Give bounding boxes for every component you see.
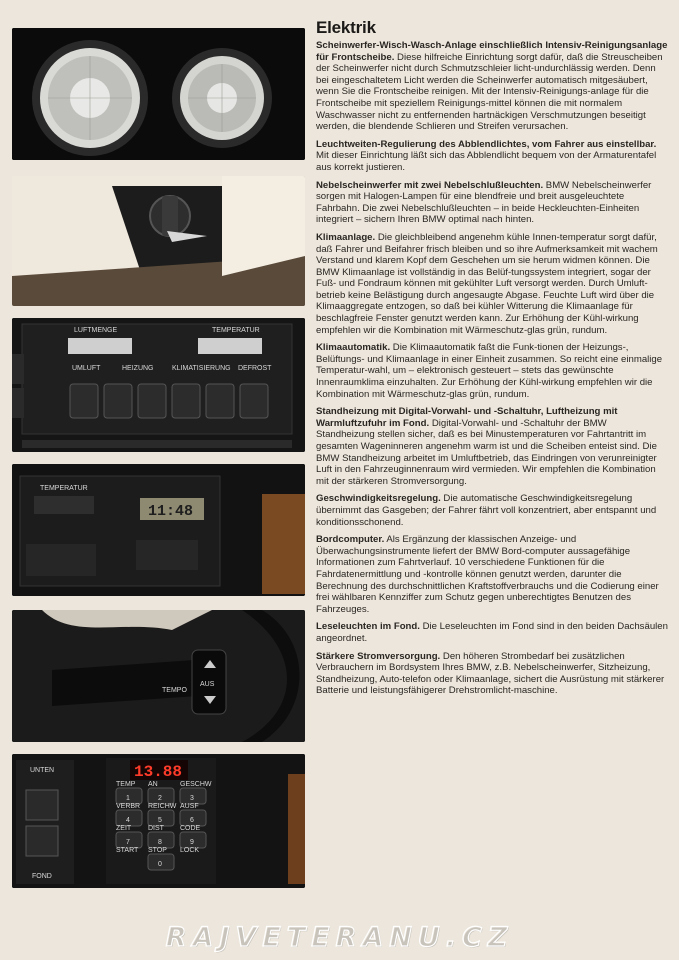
- climate-panel-illustration: [12, 318, 305, 452]
- section-body: Die Leseleuchten im Fond sind in den beiden Dachsäulen angeordnet.: [316, 621, 668, 644]
- climate-panel-photo: [12, 318, 305, 452]
- section-body: Diese hilfreiche Einrichtung sorgt dafür, daß die Streuscheiben der Scheinwerfer nicht durch Schmutzschleier licht-undurchlässig werden. Denn bei eingeschaltetem Licht werden die Scheinwerfer automatisch mitgesäubert, wenn Sie die Frontscheibe reinigen. Mit der Intensiv-Reinigungs-anlage für die Frontscheibe mit speziellem Reinigungs-mittel können die mit normalem Waschwasser nicht zu entfernenden hartnäckigen Verschmutzungen beseitigt werden, die blendende Schlieren und Streifen verursachen.: [316, 51, 663, 133]
- key-label-stop: STOP: [148, 847, 167, 854]
- key-9: 9: [190, 839, 194, 846]
- computer-display: 13.88: [134, 763, 183, 781]
- key-label-geschw: GESCHW: [180, 781, 212, 788]
- clock-temperatur-label: TEMPERATUR: [40, 485, 88, 492]
- cruise-control-illustration: [12, 610, 305, 742]
- section-title: Standheizung mit Digital-Vorwahl- und -Schaltuhr, Luftheizung mit Warmluftzufuhr im Fond.: [316, 406, 618, 429]
- key-label-temp: TEMP: [116, 781, 136, 788]
- heater-timer-photo: [12, 464, 305, 596]
- section-power-supply: [316, 651, 668, 697]
- aus-label: AUS: [200, 681, 215, 688]
- key-1: 1: [126, 795, 130, 802]
- key-label-verbr: VERBR: [116, 803, 141, 810]
- range-dial-illustration: [12, 176, 305, 306]
- section-auxiliary-heater: [316, 406, 668, 487]
- luftmenge-label: LUFTMENGE: [74, 327, 118, 334]
- section-fog-lights: [316, 180, 668, 226]
- umluft-label: UMLUFT: [72, 365, 101, 372]
- headlights-photo: [12, 28, 305, 160]
- section-headlight-wash: [316, 40, 668, 133]
- key-label-start: START: [116, 847, 139, 854]
- key-7: 7: [126, 839, 130, 846]
- section-body: Digital-Vorwahl- und -Schaltuhr der BMW Standheizung stellen sicher, daß es bei Minustemperaturen vor Fahrtantritt im gesamten Wageninneren angenehm warm ist und die Scheiben enteist sind. Die BMW Standheizung arbeitet im Umluftbetrieb, das Eindringen von verunreinigter Luft in den Fahrzeuginnenraum wird vermieden. Wir empfehlen die Kombination mit der stärkeren Stromversorgung.: [316, 417, 657, 487]
- section-reading-lights: [316, 621, 668, 644]
- page-heading: Elektrik: [316, 18, 376, 37]
- section-title: Scheinwerfer-Wisch-Wasch-Anlage einschließlich Intensiv-Reinigungsanlage für Frontscheibe.: [316, 40, 668, 63]
- section-body: Die automatische Geschwindigkeitsregelung übernimmt das Gasgeben; der Fahrer fährt voll konzentriert, aber entspannt und konditionsschonend.: [316, 493, 657, 528]
- key-label-reichw: REICHW: [148, 803, 177, 810]
- defrost-label: DEFROST: [238, 365, 272, 372]
- key-label-ausf: AUSF: [180, 803, 199, 810]
- text-column: [316, 18, 668, 703]
- board-computer-illustration: [12, 754, 305, 888]
- section-title: Klimaautomatik.: [316, 342, 391, 354]
- clock-display: 11:48: [148, 503, 194, 520]
- key-label-zeit: ZEIT: [116, 825, 132, 832]
- section-title: Nebelscheinwerfer mit zwei Nebelschlußleuchten.: [316, 179, 544, 191]
- section-climate-automatic: [316, 342, 668, 400]
- key-6: 6: [190, 817, 194, 824]
- headlight-range-dial-photo: [12, 176, 305, 306]
- section-board-computer: [316, 534, 668, 615]
- key-label-code: CODE: [180, 825, 201, 832]
- key-2: 2: [158, 795, 162, 802]
- key-label-an: AN: [148, 781, 158, 788]
- section-cruise-control: [316, 493, 668, 528]
- section-body: Die Klimaautomatik faßt die Funk-tionen der Heizungs-, Belüftungs- und Klimaanlage in einer Einheit zusammen. So reicht eine einmalige Temperatur-wahl, um – elektronisch gesteuert – stets das gewünschte Innenraumklima einzuhalten. Zur Erhöhung der Kühl-wirkung empfehlen wir die Kombination mit Wärmeschutz-glas grün, rundum.: [316, 342, 663, 400]
- section-body: BMW Nebelscheinwerfer sorgen mit Halogen-Lampen für eine blendfreie und breit ausgeleuchtete Fahrbahn. Die zwei Nebelschlußleuchten – in beide Heckleuchten-Einheiten integriert – sichern Ihren BMW optimal nach hinten.: [316, 179, 652, 226]
- board-computer-photo: [12, 754, 305, 888]
- headlights-illustration: [12, 28, 305, 160]
- key-0: 0: [158, 861, 162, 868]
- key-5: 5: [158, 817, 162, 824]
- section-title: Klimaanlage.: [316, 231, 376, 243]
- section-body: Den höheren Strombedarf bei zusätzlichen Verbrauchern im Bordsystem Ihres BMW, z.B. Nebelscheinwerfer, Sitzheizung, Standheizung, Auto-telefon oder Klimaanlage, sichert die Ausrüstung mit stärkerer Batterie und leistungsfähigerer Drehstromlicht-maschine.: [316, 650, 665, 697]
- watermark: RAJVETERANU.CZ: [165, 922, 514, 953]
- key-8: 8: [158, 839, 162, 846]
- section-body: Die gleichbleibend angenehm kühle Innen-temperatur sorgt dafür, daß Fahrer und Beifahrer frisch bleiben und so ihre Aufmerksamkeit mit wachem Verstand und klarem Kopf dem Geschehen um sie herum widmen können. Die BMW Klimaanlage ist vollständig in das Belüf-tungssystem integriert, sogar der Fuß- und Fondraum können mit gekühlter Luft versorgt werden. Durch Umluft-betrieb keine Belästigung durch angesaugte Abgase. Feuchte Luft wird über die Klimaaggregate entzogen, so daß bei kühler Witterung die Klimaanlage für beschlagfreie Fenster genutzt werden kann. Zur Erhöhung der Kühl-wirkung empfehlen wir die Kombination mit Wärmeschutz-glas grün, rundum.: [316, 231, 658, 336]
- section-title: Bordcomputer.: [316, 534, 385, 546]
- klimatisierung-label: KLIMATISIERUNG: [172, 365, 231, 372]
- section-title: Leseleuchten im Fond.: [316, 621, 420, 633]
- section-air-conditioning: [316, 232, 668, 336]
- section-title: Leuchtweiten-Regulierung des Abblendlichtes, vom Fahrer aus einstellbar.: [316, 138, 657, 150]
- section-body: Als Ergänzung der klassischen Anzeige- und Überwachungsinstrumente liefert der BMW Bord-computer aussagefähige Informationen zum Fahrtverlauf. 10 verschiedene Funktionen für die Fahrdatenermittlung und -kontrolle können genutzt werden, darunter die Berechnung des durchschnittlichen Kraftstoffverbrauchs und die Codierung einer frei wählbaren Kennziffer zum Schutz gegen unberechtigtes Benutzen des Fahrzeuges.: [316, 534, 659, 615]
- key-label-dist: DIST: [148, 825, 164, 832]
- fond-label: FOND: [32, 873, 52, 880]
- section-title: Stärkere Stromversorgung.: [316, 650, 441, 662]
- heizung-label: HEIZUNG: [122, 365, 154, 372]
- key-3: 3: [190, 795, 194, 802]
- tempo-label: TEMPO: [162, 687, 187, 694]
- section-headlight-range: [316, 139, 668, 174]
- section-body: Mit dieser Einrichtung läßt sich das Abblendlicht bequem von der Armaturentafel aus korrekt justieren.: [316, 150, 657, 173]
- key-label-lock: LOCK: [180, 847, 200, 854]
- unten-label: UNTEN: [30, 767, 55, 774]
- cruise-control-photo: [12, 610, 305, 742]
- section-title: Geschwindigkeitsregelung.: [316, 493, 441, 505]
- heater-timer-illustration: [12, 464, 305, 596]
- key-4: 4: [126, 817, 130, 824]
- temperatur-label: TEMPERATUR: [212, 327, 260, 334]
